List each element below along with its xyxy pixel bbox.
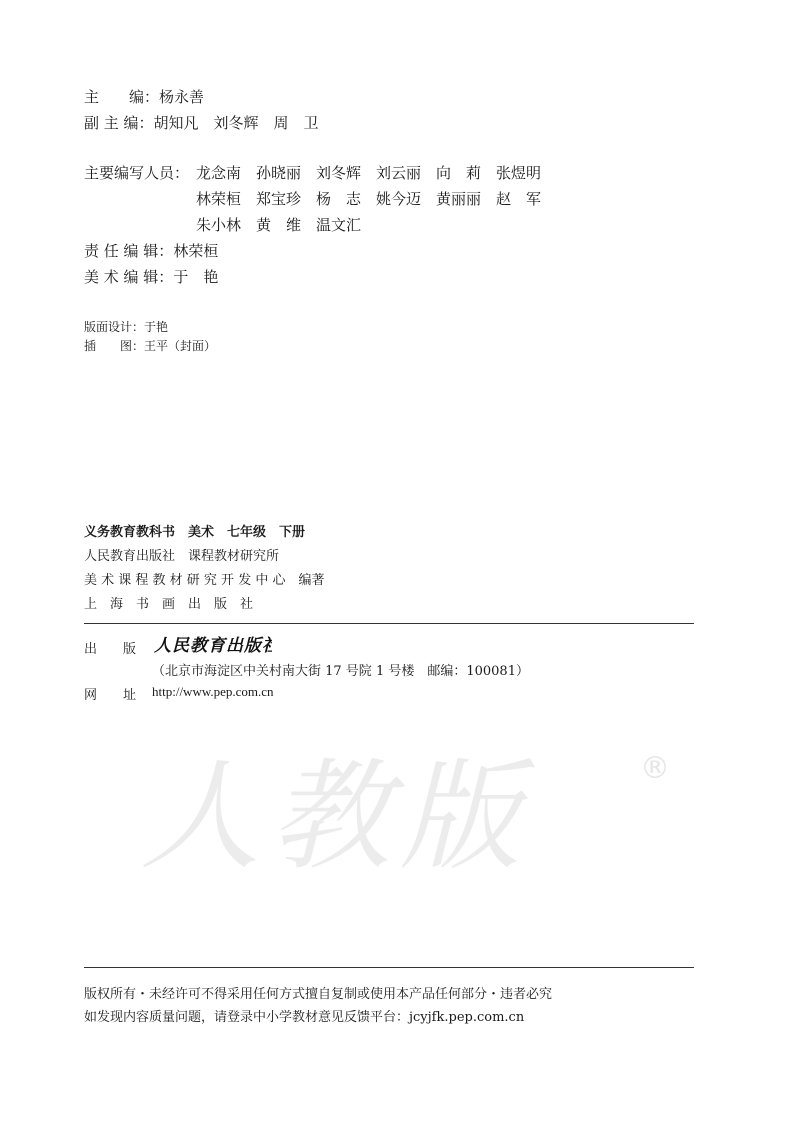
writers-line-3: 朱小林 黄 维 温文汇 (196, 216, 362, 234)
illustration-label: 插 图： (84, 339, 145, 353)
responsible-editor-label: 责 任 编 辑： (84, 242, 174, 260)
deputy-editor-label: 副 主 编： (84, 114, 154, 132)
publisher-label: 出 版 (84, 642, 137, 657)
chief-editor-label: 主 编： (84, 88, 160, 106)
feedback-notice: 如发现内容质量问题，请登录中小学教材意见反馈平台：jcyjfk.pep.com.cn (84, 1010, 525, 1025)
art-editor-line (84, 266, 218, 287)
writers-label: 主要编写人员： (84, 164, 190, 182)
chief-editor-line (84, 86, 204, 107)
responsible-editor-line (84, 240, 218, 261)
publisher-url[interactable]: http://www.pep.com.cn (152, 684, 274, 699)
layout-design-line (84, 318, 168, 335)
publisher-logo (152, 633, 272, 661)
publisher-address: （北京市海淀区中关村南大街 17 号院 1 号楼 邮编：100081） (152, 664, 529, 679)
bottom-divider (84, 967, 694, 968)
deputy-editor-line (84, 112, 319, 133)
art-editor-label: 美 术 编 辑： (84, 268, 174, 286)
book-org-1: 人民教育出版社 课程教材研究所 (84, 549, 280, 564)
writers-line-1: 龙念南 孙晓丽 刘冬辉 刘云丽 向 莉 张煜明 (196, 164, 542, 182)
watermark (140, 720, 700, 894)
watermark-registered: ® (640, 751, 670, 786)
illustration-name: 王平（封面） (144, 339, 217, 353)
art-editor-names: 于 艳 (173, 268, 219, 286)
book-title: 义务教育教科书 美术 七年级 下册 (84, 525, 306, 540)
layout-design-label: 版面设计： (84, 320, 145, 334)
chief-editor-names: 杨永善 (159, 88, 205, 106)
top-divider (84, 623, 694, 624)
writers-line-2: 林荣桓 郑宝珍 杨 志 姚今迈 黄丽丽 赵 军 (196, 190, 542, 208)
watermark-text: 人教版 (140, 748, 530, 887)
illustration-line (84, 337, 216, 354)
deputy-editor-names: 胡知凡 刘冬辉 周 卫 (153, 114, 319, 132)
layout-design-name: 于艳 (144, 320, 169, 334)
url-label: 网 址 (84, 688, 137, 703)
responsible-editor-names: 林荣桓 (173, 242, 219, 260)
publisher-logo-text: 人民教育出版社 (154, 636, 272, 656)
book-org-2: 美 术 课 程 教 材 研 究 开 发 中 心 编著 (84, 573, 325, 588)
copyright-notice: 版权所有・未经许可不得采用任何方式擅自复制或使用本产品任何部分・违者必究 (84, 987, 553, 1002)
book-org-3: 上 海 书 画 出 版 社 (84, 597, 254, 612)
